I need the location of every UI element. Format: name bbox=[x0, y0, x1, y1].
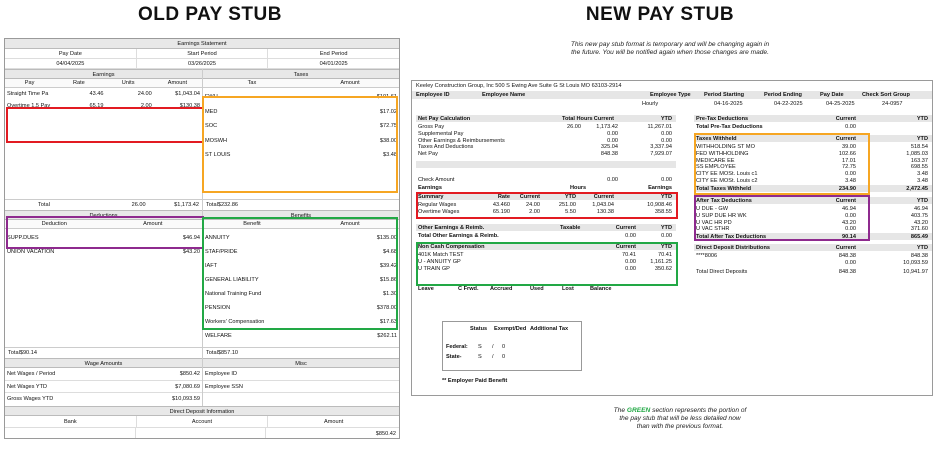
wage-label: Net Wages / Period bbox=[7, 371, 56, 377]
tax-name: CITY EE MOSt. Louis c1 bbox=[696, 171, 758, 178]
noncash-label: U TRAIN GP bbox=[418, 265, 450, 272]
status-exempt: 0 bbox=[502, 344, 506, 350]
earnings-row bbox=[5, 88, 202, 100]
noncash-ytd: 350.62 bbox=[654, 265, 672, 272]
ded-amount: $43.20 bbox=[182, 249, 200, 255]
tax-name: MEDICARE EE bbox=[696, 157, 735, 164]
leave-header: Used bbox=[530, 286, 544, 292]
misc-column bbox=[203, 358, 399, 406]
earnings-title: Earnings bbox=[5, 69, 202, 79]
noncash-label: 401K Match TEST bbox=[418, 252, 464, 258]
after-tax-name: U VAC STHR bbox=[696, 226, 730, 233]
total-label: Total bbox=[38, 202, 50, 208]
start-period-label: Start Period bbox=[137, 49, 269, 58]
taxes-title: Taxes bbox=[203, 69, 399, 79]
net-pay-header: Total Hours bbox=[562, 116, 593, 122]
ded-name: UNION VACATION bbox=[7, 249, 55, 255]
taxes-header: Taxes Withheld bbox=[696, 136, 737, 142]
benefits-title: Benefits bbox=[203, 210, 399, 220]
wage-value: $850.42 bbox=[179, 371, 200, 377]
net-pay-shade bbox=[416, 161, 676, 168]
end-period-value: 04/01/2025 bbox=[319, 61, 348, 67]
total-other-current: 0.00 bbox=[625, 233, 636, 239]
after-tax-ytd: 43.20 bbox=[914, 219, 928, 226]
net-pay-label: Net Pay bbox=[418, 151, 438, 158]
total-label: Total bbox=[206, 202, 218, 208]
other-earnings-header: Other Earnings & Reimb. bbox=[418, 225, 485, 231]
employee-value: Hourly bbox=[642, 101, 659, 107]
noncash-highlight bbox=[416, 242, 678, 286]
after-total-ytd: 865.49 bbox=[910, 234, 928, 240]
col-header: Bank bbox=[5, 416, 137, 427]
benefit-name: IAFT bbox=[205, 263, 218, 269]
employer-paid-note: ** Employer Paid Benefit bbox=[442, 378, 508, 384]
tax-amount: $3.48 bbox=[383, 152, 397, 159]
tax-current: 0.00 bbox=[845, 171, 856, 178]
after-tax-current: 46.94 bbox=[842, 206, 856, 212]
tax-ytd: 3.48 bbox=[917, 171, 928, 178]
tax-ytd: 3.48 bbox=[917, 178, 928, 184]
net-pay-current: 848.38 bbox=[600, 151, 618, 158]
total-amount: $857.10 bbox=[217, 350, 239, 356]
tax-name: WITHHOLDING ST MO bbox=[696, 144, 755, 150]
net-pay-ytd: 11,267.01 bbox=[647, 124, 672, 130]
dd-total-current: 848.38 bbox=[838, 269, 856, 275]
benefit-name: STAF/PRIDE bbox=[205, 249, 238, 255]
after-tax-current: 43.20 bbox=[842, 219, 856, 226]
tax-current: 39.00 bbox=[842, 144, 856, 150]
summary-cell: 1,043.04 bbox=[592, 202, 614, 208]
ded-name: SUPP.DUES bbox=[7, 235, 39, 241]
employee-col-header: Employee Type bbox=[650, 92, 691, 98]
tax-current: 72.75 bbox=[842, 164, 856, 171]
net-pay-current: 325.04 bbox=[600, 144, 618, 151]
leave-header: Accrued bbox=[490, 286, 513, 292]
col-header: Deduction bbox=[41, 221, 67, 227]
net-pay-current: 1,173.42 bbox=[596, 124, 618, 130]
summary-header: Summary bbox=[418, 194, 444, 200]
tax-amount: $38.00 bbox=[379, 137, 397, 144]
dd-ytd: 848.38 bbox=[910, 253, 928, 259]
employee-col-header: Employee Name bbox=[482, 92, 526, 98]
col-header: Amount bbox=[340, 221, 360, 227]
misc-label bbox=[205, 393, 397, 406]
after-tax-header: After Tax Deductions bbox=[696, 198, 752, 204]
employee-value: 24-0957 bbox=[882, 101, 903, 107]
hours-header: Hours bbox=[570, 185, 587, 191]
benefit-name: National Training Fund bbox=[205, 291, 262, 297]
dd-header: Direct Deposit Distributions bbox=[696, 245, 770, 251]
wage-amounts-title: Wage Amounts bbox=[5, 358, 202, 368]
end-period-label: End Period bbox=[319, 51, 348, 57]
status-label: State- bbox=[446, 354, 462, 360]
tax-amount: $101.61 bbox=[376, 94, 397, 100]
benefit-row bbox=[203, 329, 399, 343]
wage-amounts-column bbox=[5, 358, 203, 406]
status-separator: / bbox=[492, 354, 494, 360]
misc-row bbox=[203, 368, 399, 381]
summary-highlight bbox=[416, 192, 678, 219]
total-units: 26.00 bbox=[131, 202, 146, 208]
dd-total-ytd: 10,941.97 bbox=[903, 269, 928, 275]
earnings-header: Earnings bbox=[418, 185, 442, 191]
dd-current: 0.00 bbox=[845, 259, 856, 266]
ytd-header: YTD bbox=[916, 136, 928, 142]
benefit-amount: $1.30 bbox=[383, 291, 397, 297]
pretax-header: Pre-Tax Deductions bbox=[696, 116, 749, 122]
misc-row bbox=[203, 381, 399, 394]
after-tax-ytd: 403.75 bbox=[910, 212, 928, 219]
status-value: S bbox=[478, 354, 482, 360]
tax-ytd: 518.54 bbox=[910, 144, 928, 150]
current-header: Current bbox=[615, 244, 636, 250]
summary-header: Current bbox=[519, 194, 540, 200]
ytd-header: YTD bbox=[916, 116, 928, 122]
col-header: Amount bbox=[340, 80, 360, 86]
earnings-total bbox=[5, 199, 202, 210]
wage-label: Gross Wages YTD bbox=[7, 396, 54, 402]
benefit-amount: $4.68 bbox=[383, 249, 397, 255]
note-text: The bbox=[613, 407, 627, 414]
wage-row bbox=[5, 393, 202, 406]
dd-ytd: 10,093.59 bbox=[903, 259, 928, 266]
net-pay-ytd: 3,337.94 bbox=[650, 144, 672, 151]
ded-amount: $46.94 bbox=[182, 235, 200, 241]
net-pay-header: Net Pay Calculation bbox=[418, 116, 471, 122]
col-header: Amount bbox=[324, 418, 344, 425]
dd-current: 848.38 bbox=[838, 253, 856, 259]
total-label: Total bbox=[206, 350, 218, 356]
units: 2.00 bbox=[140, 103, 152, 109]
pretax-total-label: Total Pre-Tax Deductions bbox=[696, 124, 763, 130]
total-other-ytd: 0.00 bbox=[661, 233, 672, 239]
current-header: Current bbox=[835, 116, 856, 122]
new-pay-stub bbox=[411, 80, 933, 396]
taxes-total-ytd: 2,472.45 bbox=[906, 186, 928, 192]
pretax-total-current: 0.00 bbox=[845, 124, 856, 130]
after-tax-name: U SUP DUE HR WK bbox=[696, 212, 747, 219]
tax-col-headers bbox=[203, 79, 399, 88]
net-pay-current: 0.00 bbox=[607, 130, 618, 137]
leave-header: Balance bbox=[590, 286, 612, 292]
leave-header: Lost bbox=[562, 286, 574, 292]
tax-ytd: 1,085.03 bbox=[906, 150, 928, 157]
summary-cell: 24.00 bbox=[526, 202, 540, 208]
units: 24.00 bbox=[137, 91, 152, 97]
after-tax-ytd: 371.60 bbox=[910, 226, 928, 233]
total-label: Total bbox=[8, 350, 20, 356]
note-text: section represents the portion of bbox=[650, 407, 747, 414]
company-line: Keeley Construction Group, Inc 500 S Ewing Ave Suite G St Louis MO 63103-2914 bbox=[416, 83, 622, 89]
tax-ytd: 698.55 bbox=[910, 164, 928, 171]
col-header: Account bbox=[137, 416, 269, 427]
taxable-header: Taxable bbox=[560, 225, 581, 231]
tax-name: ST LOUIS bbox=[205, 152, 231, 159]
current-header: Current bbox=[835, 245, 856, 251]
dd-account: ****8006 bbox=[696, 253, 718, 259]
exempt-header: Exempt/Ded bbox=[494, 326, 527, 332]
misc-title: Misc bbox=[203, 358, 399, 368]
ben-total bbox=[203, 347, 399, 358]
tax-current: 17.01 bbox=[842, 157, 856, 164]
current-header: Current bbox=[615, 225, 636, 231]
col-header: Amount bbox=[167, 80, 188, 86]
net-pay-ytd: 0.00 bbox=[661, 137, 672, 144]
new-pay-stub-header: NEW PAY STUB bbox=[585, 4, 735, 25]
wage-label: Net Wages YTD bbox=[7, 383, 48, 390]
ytd-header: YTD bbox=[916, 198, 928, 204]
deductions-title: Deductions bbox=[5, 210, 202, 220]
amount: $130.38 bbox=[179, 103, 200, 109]
earnings-highlight bbox=[6, 107, 204, 143]
taxes-highlight bbox=[202, 96, 398, 193]
noncash-ytd: 70.41 bbox=[658, 252, 672, 258]
after-tax-name: U VAC HR PD bbox=[696, 219, 732, 226]
period-headers bbox=[5, 49, 399, 59]
employee-value: 04-16-2025 bbox=[714, 101, 743, 107]
tax-name: SOC bbox=[205, 123, 218, 130]
benefit-name: ANNUITY bbox=[205, 235, 230, 241]
col-header: Benefit bbox=[243, 221, 261, 227]
summary-cell: 251.00 bbox=[558, 202, 576, 208]
old-pay-stub-header: OLD PAY STUB bbox=[138, 4, 282, 25]
benefit-amount: $39.42 bbox=[379, 263, 397, 269]
benefit-name: Workers' Compensation bbox=[205, 319, 265, 325]
tax-name: SS EMPLOYEE bbox=[696, 164, 736, 171]
dd-amount: $850.42 bbox=[375, 430, 397, 437]
rate: 43.46 bbox=[89, 91, 104, 97]
pay-date-label: Pay Date bbox=[5, 49, 137, 58]
after-tax-ytd: 46.94 bbox=[914, 206, 928, 212]
benefit-amount: $262.11 bbox=[377, 333, 397, 339]
total-other-label: Total Other Earnings & Reimb. bbox=[418, 233, 499, 239]
dd-row bbox=[5, 428, 399, 440]
taxes-total-current: 234.90 bbox=[838, 186, 856, 192]
tax-amount: $17.02 bbox=[379, 108, 397, 115]
status-separator: / bbox=[492, 344, 494, 350]
status-label: Federal: bbox=[446, 344, 468, 350]
benefit-name: GENERAL LIABILITY bbox=[205, 277, 259, 283]
amount: $1,043.04 bbox=[175, 91, 200, 97]
note-line: This new pay stub format is temporary and will be changing again in bbox=[570, 41, 770, 48]
employee-col-header: Period Starting bbox=[704, 92, 745, 98]
noncash-current: 0.00 bbox=[625, 265, 636, 272]
benefit-amount: $135.00 bbox=[376, 235, 397, 241]
net-pay-header: Current bbox=[593, 116, 614, 122]
misc-label: Employee SSN bbox=[205, 383, 243, 390]
employee-col-header: Pay Date bbox=[820, 92, 844, 98]
col-header: Units bbox=[121, 80, 135, 86]
wage-misc-section bbox=[5, 358, 399, 406]
employee-col-header: Period Ending bbox=[764, 92, 802, 98]
benefits-highlight bbox=[202, 217, 398, 330]
pay-type: Straight Time Pa bbox=[7, 91, 49, 97]
taxes-withheld-highlight bbox=[694, 133, 870, 195]
dd-total-label: Total Direct Deposits bbox=[696, 269, 748, 275]
after-total-current: 90.14 bbox=[842, 234, 856, 240]
note-text: the pay stub that will be less detailed now bbox=[619, 415, 741, 422]
tax-name: MOSWH bbox=[205, 137, 228, 144]
summary-cell: 358.55 bbox=[654, 208, 672, 215]
wage-value: $10,093.59 bbox=[172, 396, 200, 402]
employee-value: 04-25-2025 bbox=[826, 101, 855, 107]
benefit-name: WELFARE bbox=[205, 333, 232, 339]
deductions-highlight bbox=[6, 216, 204, 249]
noncash-current: 70.41 bbox=[622, 252, 636, 258]
ded-total bbox=[5, 347, 202, 358]
noncash-ytd: 1,161.25 bbox=[650, 258, 672, 265]
check-amount-label: Check Amount bbox=[418, 177, 455, 183]
summary-cell: 5.50 bbox=[565, 208, 576, 215]
status-value: S bbox=[478, 344, 482, 350]
summary-cell: 130.38 bbox=[596, 208, 614, 215]
after-tax-name: U DUE - GW bbox=[696, 206, 729, 212]
rate: 65.19 bbox=[89, 103, 104, 109]
net-pay-label: Supplemental Pay bbox=[418, 130, 464, 137]
new-stub-note bbox=[470, 41, 870, 57]
total-amount: $90.14 bbox=[19, 350, 37, 356]
check-amount-ytd: 0.00 bbox=[661, 177, 672, 183]
summary-cell: Regular Wages bbox=[418, 202, 457, 208]
summary-cell: 43.460 bbox=[492, 202, 510, 208]
additional-tax-header: Additional Tax bbox=[530, 326, 569, 332]
summary-cell: 10,908.46 bbox=[647, 202, 672, 208]
status-exempt: 0 bbox=[502, 354, 506, 360]
start-period-value: 03/26/2025 bbox=[137, 59, 269, 68]
col-header: Pay bbox=[24, 80, 35, 86]
leave-header: Leave bbox=[418, 286, 434, 292]
tax-name: CITY EE MOSt. Louis c2 bbox=[696, 178, 758, 184]
note-text: than with the previous format. bbox=[636, 423, 724, 430]
pay-date-value: 04/04/2025 bbox=[5, 59, 137, 68]
employee-col-header: Employee ID bbox=[416, 92, 450, 98]
direct-deposit-title: Direct Deposit Information bbox=[5, 406, 399, 416]
col-header: Rate bbox=[72, 80, 85, 86]
ytd-header: YTD bbox=[660, 244, 672, 250]
total-hours: 26.00 bbox=[567, 124, 581, 130]
after-tax-current: 0.00 bbox=[845, 212, 856, 219]
benefit-amount: $15.86 bbox=[379, 277, 397, 283]
green-word: GREEN bbox=[626, 407, 651, 414]
summary-header: YTD bbox=[564, 194, 576, 200]
employee-value: 04-22-2025 bbox=[774, 101, 803, 107]
net-pay-current: 0.00 bbox=[607, 137, 618, 144]
tax-total bbox=[203, 199, 399, 210]
after-tax-highlight bbox=[694, 195, 870, 241]
tax-current: 102.66 bbox=[838, 150, 856, 157]
wage-row bbox=[5, 381, 202, 394]
current-header: Current bbox=[835, 136, 856, 142]
col-header: Tax bbox=[247, 80, 257, 86]
earnings-statement-title: Earnings Statement bbox=[5, 39, 399, 49]
summary-header: YTD bbox=[660, 194, 672, 200]
pay-type: Overtime 1.5 Pay bbox=[7, 103, 51, 109]
tax-name: MED bbox=[205, 108, 218, 115]
summary-cell: Overtime Wages bbox=[418, 208, 460, 215]
ytd-header: YTD bbox=[916, 245, 928, 251]
col-header: Amount bbox=[143, 221, 163, 227]
leave-header: C Frwd. bbox=[458, 286, 479, 292]
total-amount: $1,173.42 bbox=[174, 202, 199, 208]
period-values bbox=[5, 59, 399, 69]
noncash-label: U - ANNUITY GP bbox=[418, 258, 461, 265]
benefit-amount: $17.63 bbox=[379, 319, 397, 325]
wage-row bbox=[5, 368, 202, 381]
net-pay-label: Taxes And Deductions bbox=[418, 144, 474, 151]
earnings-col-headers bbox=[5, 79, 202, 88]
summary-cell: 2.00 bbox=[529, 208, 540, 215]
dd-col-headers bbox=[5, 416, 399, 428]
tax-name: FWH bbox=[205, 94, 218, 100]
wage-value: $7,080.69 bbox=[175, 383, 200, 390]
taxes-total-label: Total Taxes Withheld bbox=[696, 186, 752, 192]
earnings-col-header: Earnings bbox=[648, 185, 672, 191]
current-header: Current bbox=[835, 198, 856, 204]
employee-col-header: Check Sort Group bbox=[862, 92, 910, 98]
net-pay-ytd: 0.00 bbox=[661, 130, 672, 137]
ytd-header: YTD bbox=[660, 225, 672, 231]
summary-cell: 65.190 bbox=[492, 208, 510, 215]
noncash-current: 0.00 bbox=[625, 258, 636, 265]
check-amount-current: 0.00 bbox=[607, 177, 618, 183]
status-header: Status bbox=[470, 326, 488, 332]
misc-label: Employee ID bbox=[205, 371, 238, 377]
benefit-amount: $378.00 bbox=[376, 305, 397, 311]
net-pay-ytd: 7,929.07 bbox=[650, 151, 672, 158]
net-pay-label: Other Earnings & Reimbursements bbox=[418, 137, 505, 144]
total-amount: $232.86 bbox=[217, 202, 239, 208]
net-pay-header: YTD bbox=[660, 116, 672, 122]
misc-row bbox=[203, 393, 399, 406]
green-note bbox=[560, 407, 800, 431]
summary-header: Rate bbox=[497, 194, 510, 200]
noncash-header: Non Cash Compensation bbox=[418, 244, 485, 250]
tax-amount: $72.75 bbox=[379, 123, 397, 130]
tax-ytd: 163.37 bbox=[910, 157, 928, 164]
after-tax-current: 0.00 bbox=[845, 226, 856, 233]
after-total-label: Total After Tax Deductions bbox=[696, 234, 767, 240]
note-line: the future. You will be notified again when those changes are made. bbox=[571, 49, 769, 56]
tax-name: FED WITHHOLDING bbox=[696, 150, 749, 157]
benefit-name: PENSION bbox=[205, 305, 231, 311]
tax-current: 3.48 bbox=[845, 178, 856, 184]
summary-header: Current bbox=[593, 194, 614, 200]
net-pay-label: Gross Pay bbox=[418, 124, 445, 130]
